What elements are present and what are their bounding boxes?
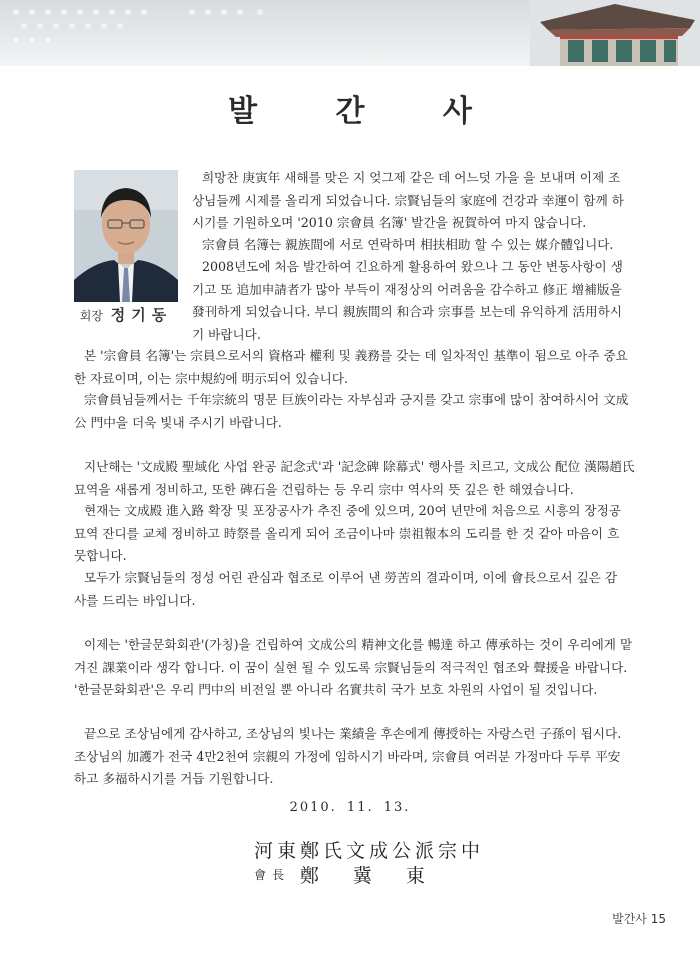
page-title: 발 간 사: [228, 94, 506, 129]
photo-caption: [74, 304, 178, 325]
text-line: 묘역을 새롭게 정비하고, 또한 碑石을 건립하는 등 우리 宗中 역사의 뜻 깊은 한 해였습니다.: [74, 481, 574, 497]
signature-title: 會長: [254, 868, 291, 882]
paragraph: [74, 345, 628, 390]
paragraph: [74, 567, 617, 612]
paragraph: [74, 456, 635, 501]
text-line: 상님들께 시제를 올리게 되었습니다. 宗賢님들의 家庭에 건강과 幸運이 함께 하: [192, 192, 624, 208]
organization-name: 河東鄭氏文成公派宗中: [254, 840, 485, 862]
text-line: 묘역 잔디를 교체 정비하고 時祭를 올리게 되어 조금이나마 崇祖報本의 도리를 한 것 같아 마음이 흐: [74, 525, 620, 541]
text-line: 지난해는 '文成殿 聖域化 사업 완공 記念式'과 '記念碑 除幕式' 행사를 치르고, 文成公 配位 漢陽趙氏: [84, 459, 635, 474]
text-line: 본 '宗會員 名簿'는 宗員으로서의 資格과 權利 및 義務를 갖는 데 일차적인 基準이 됨으로 아주 중요: [84, 348, 628, 363]
signature-name: 鄭冀東: [299, 865, 459, 887]
text-line: 뭇합니다.: [74, 548, 127, 563]
text-line: 宗會員님들께서는 千年宗統의 명문 巨族이라는 자부심과 긍지를 갖고 宗事에 많이 참여하시어 文成: [84, 392, 629, 407]
text-line: 기 바랍니다.: [192, 326, 261, 342]
caption-name: 정기동: [110, 306, 173, 324]
text-line: 겨진 課業이라 생각 합니다. 이 꿈이 실현 될 수 있도록 宗賢님들의 적극적인 협조와 聲援을 바랍니다.: [74, 659, 628, 675]
dot-pattern: [10, 6, 310, 46]
text-line: 2008년도에 처음 발간하여 긴요하게 활용하여 왔으나 그 동안 변동사항이 생: [202, 259, 623, 274]
text-line: 모두가 宗賢님들의 정성 어린 관심과 협조로 이루어 낸 勞苦의 결과이며, 이에 會長으로서 깊은 감: [84, 570, 618, 585]
text-line: 기고 또 追加申請者가 많아 부득이 재정상의 어려움을 감수하고 修正 增補版을: [192, 281, 622, 297]
paragraph: [74, 723, 621, 791]
paragraph: [202, 234, 613, 257]
text-line: 조상님의 加護가 전국 4만2천여 宗親의 가정에 임하시기 바라며, 宗會員 여러분 가정마다 두루 平安: [74, 748, 621, 764]
paragraph: [74, 389, 628, 434]
text-line: 宗會員 名簿는 親族間에 서로 연락하며 相扶相助 할 수 있는 媒介體입니다.: [202, 237, 614, 252]
text-line: 사를 드리는 바입니다.: [74, 592, 196, 608]
text-line: 公 門中을 더욱 빛내 주시기 바랍니다.: [74, 414, 282, 430]
paragraph: [192, 167, 624, 235]
text-line: 한 자료이며, 이는 宗中規約에 明示되어 있습니다.: [74, 370, 348, 386]
page-footer: 발간사 15: [612, 912, 666, 926]
text-line: 시기를 기원하오며 '2010 宗會員 名簿' 발간을 祝賀하여 마지 않습니다.: [192, 215, 587, 230]
text-line: 희망찬 庚寅年 새해를 맞은 지 엊그제 같은 데 어느덧 가을 을 보내며 이제 조: [202, 170, 621, 185]
paragraph: [74, 500, 621, 568]
traditional-building-image: [530, 0, 700, 66]
text-line: 끝으로 조상님에게 감사하고, 조상님의 빛나는 業績을 후손에게 傳授하는 자랑스런 子孫이 됩시다.: [84, 726, 622, 741]
text-line: 하고 多福하시기를 거듭 기원합니다.: [74, 771, 274, 786]
chairman-photo: [74, 170, 178, 302]
header-band: [0, 0, 700, 66]
signature-line: [254, 861, 459, 888]
date-line: 2010. 11. 13.: [289, 800, 411, 815]
caption-role: 회장: [79, 309, 103, 323]
text-line: 현재는 文成殿 進入路 확장 및 포장공사가 추진 중에 있으며, 20여 년만에 처음으로 시흥의 장정공: [84, 503, 621, 518]
paragraph: [74, 634, 632, 702]
text-line: 發刊하게 되었습니다. 부디 親族間의 和合과 宗事를 보는데 유익하게 活用하시: [192, 304, 623, 319]
text-line: '한글문화회관'은 우리 門中의 비전일 뿐 아니라 名實共히 국가 보호 차원의 사업이 될 것입니다.: [74, 682, 598, 697]
text-line: 이제는 '한글문화회관'(가칭)을 건립하여 文成公의 精神文化를 暢達 하고 傳承하는 것이 우리에게 맡: [84, 637, 633, 652]
paragraph: [192, 256, 623, 346]
